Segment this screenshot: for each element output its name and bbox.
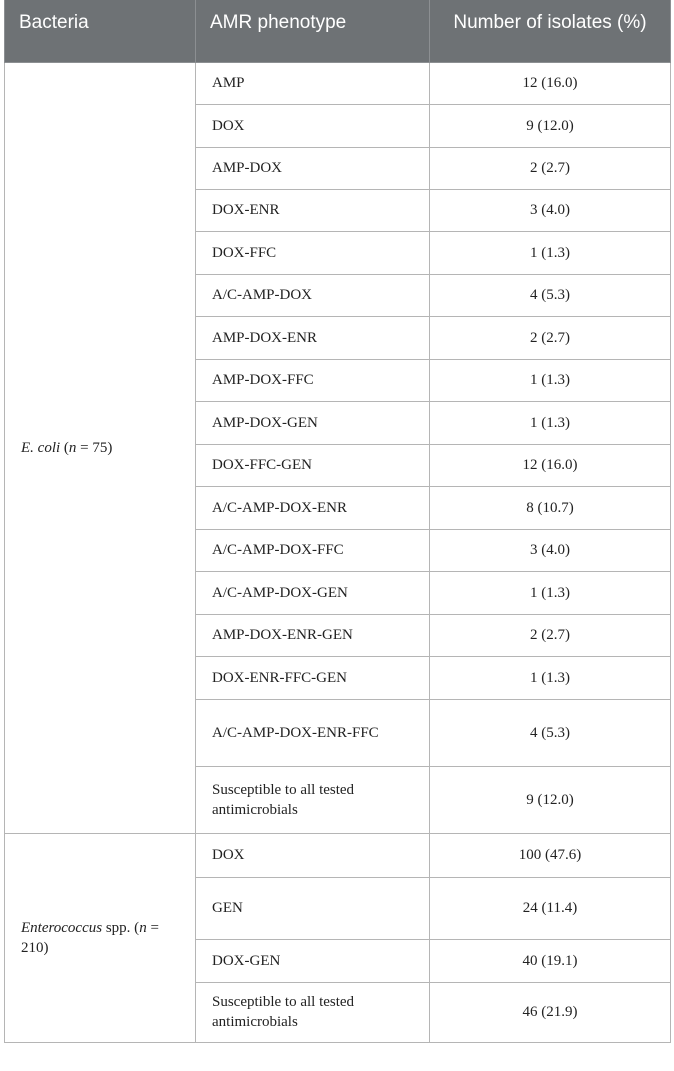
isolates-cell: 4 (5.3)	[430, 699, 671, 766]
header-amr-phenotype: AMR phenotype	[196, 0, 430, 62]
isolates-cell: 2 (2.7)	[430, 614, 671, 656]
bacteria-name-prefix: (	[60, 439, 69, 456]
table-row	[5, 62, 671, 104]
phenotype-cell: AMP-DOX-GEN	[196, 401, 430, 444]
header-row	[5, 0, 671, 62]
phenotype-cell: AMP-DOX-FFC	[196, 359, 430, 401]
phenotype-cell: AMP-DOX-ENR-GEN	[196, 614, 430, 656]
phenotype-cell: Susceptible to all tested antimicrobials	[196, 982, 430, 1042]
table-row	[5, 833, 671, 877]
isolates-cell: 8 (10.7)	[430, 486, 671, 529]
bacteria-count: = 210)	[21, 919, 159, 956]
phenotype-cell: A/C-AMP-DOX-ENR-FFC	[196, 699, 430, 766]
bacteria-n-symbol: n	[139, 919, 147, 936]
phenotype-cell: GEN	[196, 877, 430, 939]
phenotype-cell: A/C-AMP-DOX-GEN	[196, 571, 430, 614]
isolates-cell: 1 (1.3)	[430, 231, 671, 274]
header-number-of-isolates: Number of isolates (%)	[430, 0, 671, 62]
isolates-cell: 1 (1.3)	[430, 359, 671, 401]
bacteria-name: Enterococcus	[21, 919, 103, 936]
isolates-cell: 3 (4.0)	[430, 529, 671, 571]
phenotype-cell: DOX-GEN	[196, 939, 430, 982]
phenotype-cell: DOX-ENR-FFC-GEN	[196, 656, 430, 699]
amr-phenotype-table	[4, 0, 671, 1043]
isolates-cell: 1 (1.3)	[430, 571, 671, 614]
bacteria-cell-enterococcus	[5, 833, 196, 1042]
isolates-cell: 2 (2.7)	[430, 147, 671, 189]
phenotype-cell: AMP-DOX-ENR	[196, 316, 430, 359]
header-bacteria: Bacteria	[5, 0, 196, 62]
bacteria-name: E. coli	[21, 439, 61, 456]
isolates-cell: 9 (12.0)	[430, 104, 671, 147]
isolates-cell: 46 (21.9)	[430, 982, 671, 1042]
phenotype-cell: A/C-AMP-DOX	[196, 274, 430, 316]
bacteria-n-symbol: n	[68, 439, 77, 456]
phenotype-cell: AMP	[196, 62, 430, 104]
bacteria-count: = 75)	[76, 439, 113, 456]
phenotype-cell: A/C-AMP-DOX-FFC	[196, 529, 430, 571]
isolates-cell: 12 (16.0)	[430, 444, 671, 486]
isolates-cell: 3 (4.0)	[430, 189, 671, 231]
isolates-cell: 4 (5.3)	[430, 274, 671, 316]
isolates-cell: 40 (19.1)	[430, 939, 671, 982]
phenotype-cell: AMP-DOX	[196, 147, 430, 189]
phenotype-cell: DOX-FFC-GEN	[196, 444, 430, 486]
phenotype-cell: DOX	[196, 833, 430, 877]
isolates-cell: 1 (1.3)	[430, 656, 671, 699]
phenotype-cell: DOX-FFC	[196, 231, 430, 274]
isolates-cell: 12 (16.0)	[430, 62, 671, 104]
bacteria-cell-ecoli	[5, 62, 196, 833]
phenotype-cell: DOX-ENR	[196, 189, 430, 231]
isolates-cell: 1 (1.3)	[430, 401, 671, 444]
phenotype-cell: DOX	[196, 104, 430, 147]
isolates-cell: 100 (47.6)	[430, 833, 671, 877]
isolates-cell: 9 (12.0)	[430, 766, 671, 833]
bacteria-name-prefix: spp. (	[102, 919, 140, 936]
isolates-cell: 2 (2.7)	[430, 316, 671, 359]
isolates-cell: 24 (11.4)	[430, 877, 671, 939]
phenotype-cell: A/C-AMP-DOX-ENR	[196, 486, 430, 529]
phenotype-cell: Susceptible to all tested antimicrobials	[196, 766, 430, 833]
